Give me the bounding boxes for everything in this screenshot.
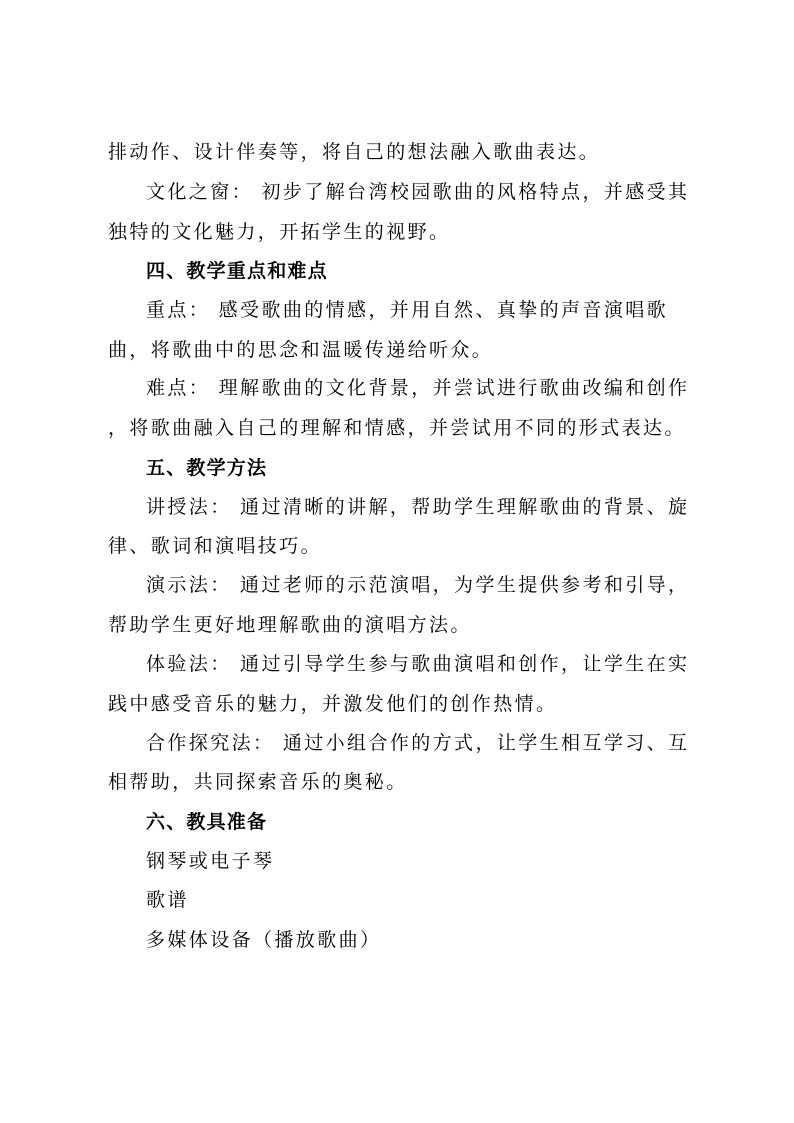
paragraph-line: 帮助学生更好地理解歌曲的演唱方法。 [108, 614, 472, 636]
paragraph-line: 排动作、设计伴奏等，将自己的想法融入歌曲表达。 [108, 141, 601, 163]
list-item: 钢琴或电子琴 [146, 850, 275, 872]
section-heading: 六、教具准备 [146, 811, 268, 833]
paragraph-line: 相帮助，共同探索音乐的奥秘。 [108, 771, 408, 793]
paragraph-line: 践中感受音乐的魅力，并激发他们的创作热情。 [108, 693, 558, 715]
paragraph-line: 重点： 感受歌曲的情感，并用自然、真挚的声音演唱歌 [146, 299, 669, 321]
paragraph-line: 讲授法： 通过清晰的讲解，帮助学生理解歌曲的背景、旋 [146, 496, 690, 518]
paragraph-line: 独特的文化魅力，开拓学生的视野。 [108, 221, 451, 243]
paragraph-line: 曲，将歌曲中的思念和温暖传递给听众。 [108, 339, 494, 361]
paragraph-line: 律、歌词和演唱技巧。 [108, 535, 323, 557]
section-heading: 五、教学方法 [146, 457, 268, 479]
paragraph-line: 文化之窗： 初步了解台湾校园歌曲的风格特点，并感受其 [146, 181, 690, 203]
list-item: 歌谱 [146, 889, 189, 911]
paragraph-line: 体验法： 通过引导学生参与歌曲演唱和创作，让学生在实 [146, 653, 690, 675]
paragraph-line: 难点： 理解歌曲的文化背景，并尝试进行歌曲改编和创作 [146, 377, 690, 399]
paragraph-line: 合作探究法： 通过小组合作的方式，让学生相互学习、互 [146, 732, 690, 754]
paragraph-line: 演示法： 通过老师的示范演唱，为学生提供参考和引导， [146, 574, 690, 596]
list-item: 多媒体设备（播放歌曲） [146, 929, 382, 951]
section-heading: 四、教学重点和难点 [146, 260, 328, 282]
paragraph-line: ，将歌曲融入自己的理解和情感，并尝试用不同的形式表达。 [108, 417, 686, 439]
